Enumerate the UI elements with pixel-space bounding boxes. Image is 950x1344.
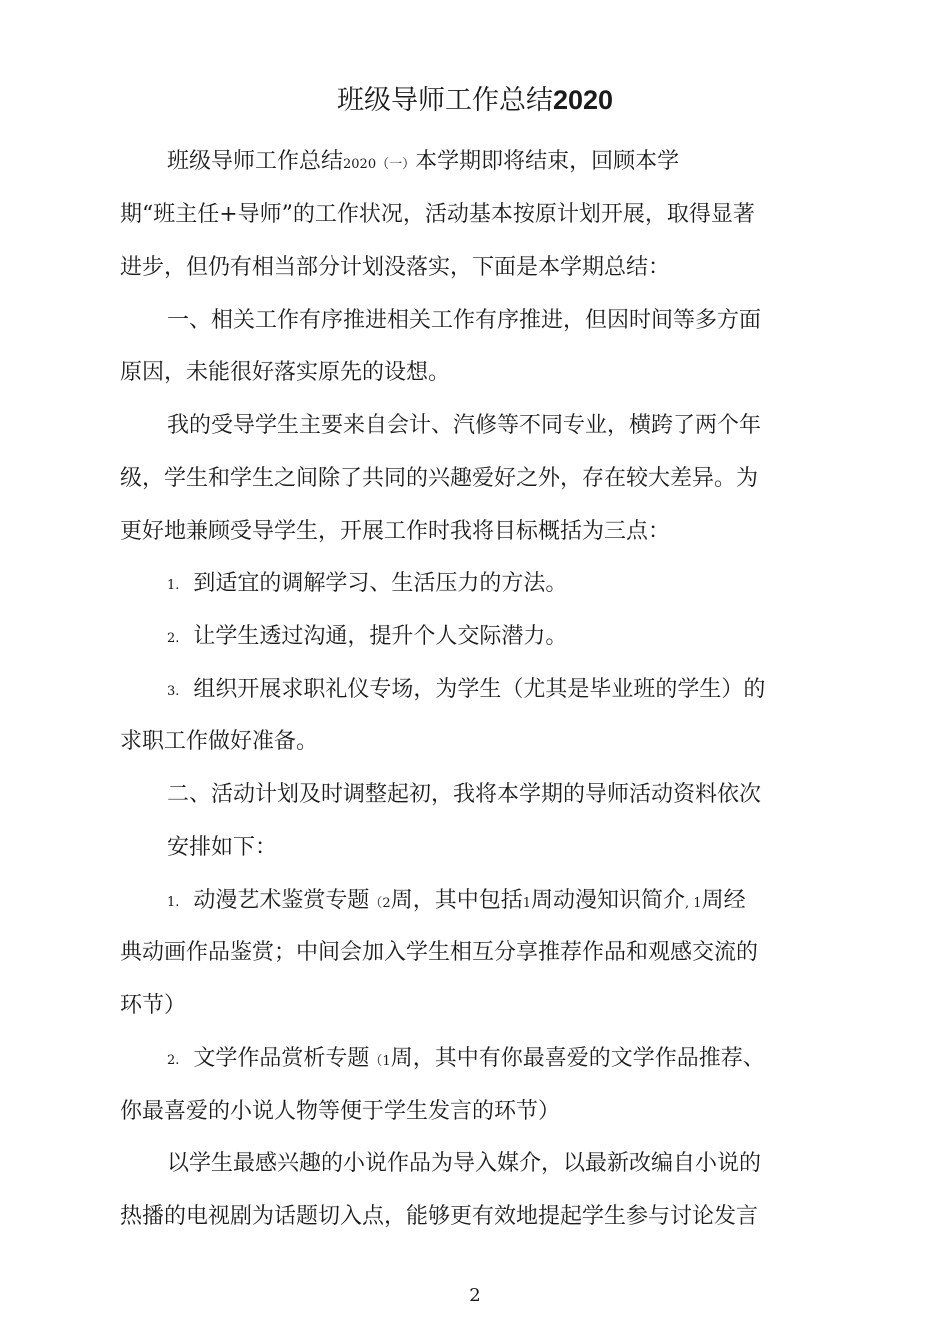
list-item-continuation: 典动画作品鉴赏；中间会加入学生相互分享推荐作品和观感交流的 [120, 940, 759, 965]
intro-line-3: 进步，但仍有相当部分计划没落实，下面是本学期总结： [120, 255, 671, 280]
section2-heading-line-1: 二、活动计划及时调整起初，我将本学期的导师活动资料依次 [167, 782, 762, 807]
title-text: 班级导师工作总结 [336, 85, 553, 116]
list-item-number: 3. [167, 684, 180, 699]
list-item-text: 到适宜的调解学习、生活压力的方法。 [193, 571, 568, 596]
page-number: 2 [469, 1285, 481, 1306]
list-item-number: 2. [167, 631, 180, 646]
intro-line-2: 期“班主任+导师”的工作状况，活动基本按原计划开展，取得显著 [120, 202, 755, 227]
list-item-continuation: 环节） [120, 993, 187, 1018]
section2-heading-line-2: 安排如下： [167, 835, 278, 860]
intro-line-1: 班级导师工作总结2020（一）本学期即将结束，回顾本学 [167, 149, 680, 174]
list-item: 2. 文学作品赏析专题（1周，其中有你最喜爱的文学作品推荐、 [167, 1046, 765, 1071]
document-title [0, 80, 950, 121]
list-item-continuation: 你最喜爱的小说人物等便于学生发言的环节） [120, 1099, 561, 1124]
title-year: 2020 [552, 85, 614, 115]
section2-paragraph-line-1: 以学生最感兴趣的小说作品为导入媒介，以最新改编自小说的 [167, 1151, 762, 1176]
list-item-text: 让学生透过沟通，提升个人交际潜力。 [193, 624, 568, 649]
section2-paragraph-line-2: 热播的电视剧为话题切入点，能够更有效地提起学生参与讨论发言 [120, 1204, 759, 1229]
section1-paragraph-line-2: 级，学生和学生之间除了共同的兴趣爱好之外，存在较大差异。为 [120, 466, 759, 491]
list-item-number: 2. [167, 1053, 180, 1068]
list-item-text: 组织开展求职礼仪专场，为学生（尤其是毕业班的学生）的 [193, 677, 766, 702]
list-item [167, 621, 887, 656]
list-item: 1. 动漫艺术鉴赏专题（2周，其中包括1周动漫知识简介, 1周经 [167, 888, 746, 913]
section1-heading-line-2: 原因，未能很好落实原先的设想。 [120, 360, 451, 385]
list-item-number: 1. [167, 578, 180, 593]
section1-heading-line-1: 一、相关工作有序推进相关工作有序推进，但因时间等多方面 [167, 308, 762, 333]
list-item [167, 568, 887, 603]
section1-paragraph-line-1: 我的受导学生主要来自会计、汽修等不同专业，横跨了两个年 [167, 413, 762, 438]
section1-paragraph-line-3: 更好地兼顾受导学生，开展工作时我将目标概括为三点： [120, 519, 671, 544]
list-item-continuation: 求职工作做好准备。 [120, 729, 319, 754]
list-item [167, 674, 887, 709]
list-item-number: 1. [167, 895, 180, 910]
